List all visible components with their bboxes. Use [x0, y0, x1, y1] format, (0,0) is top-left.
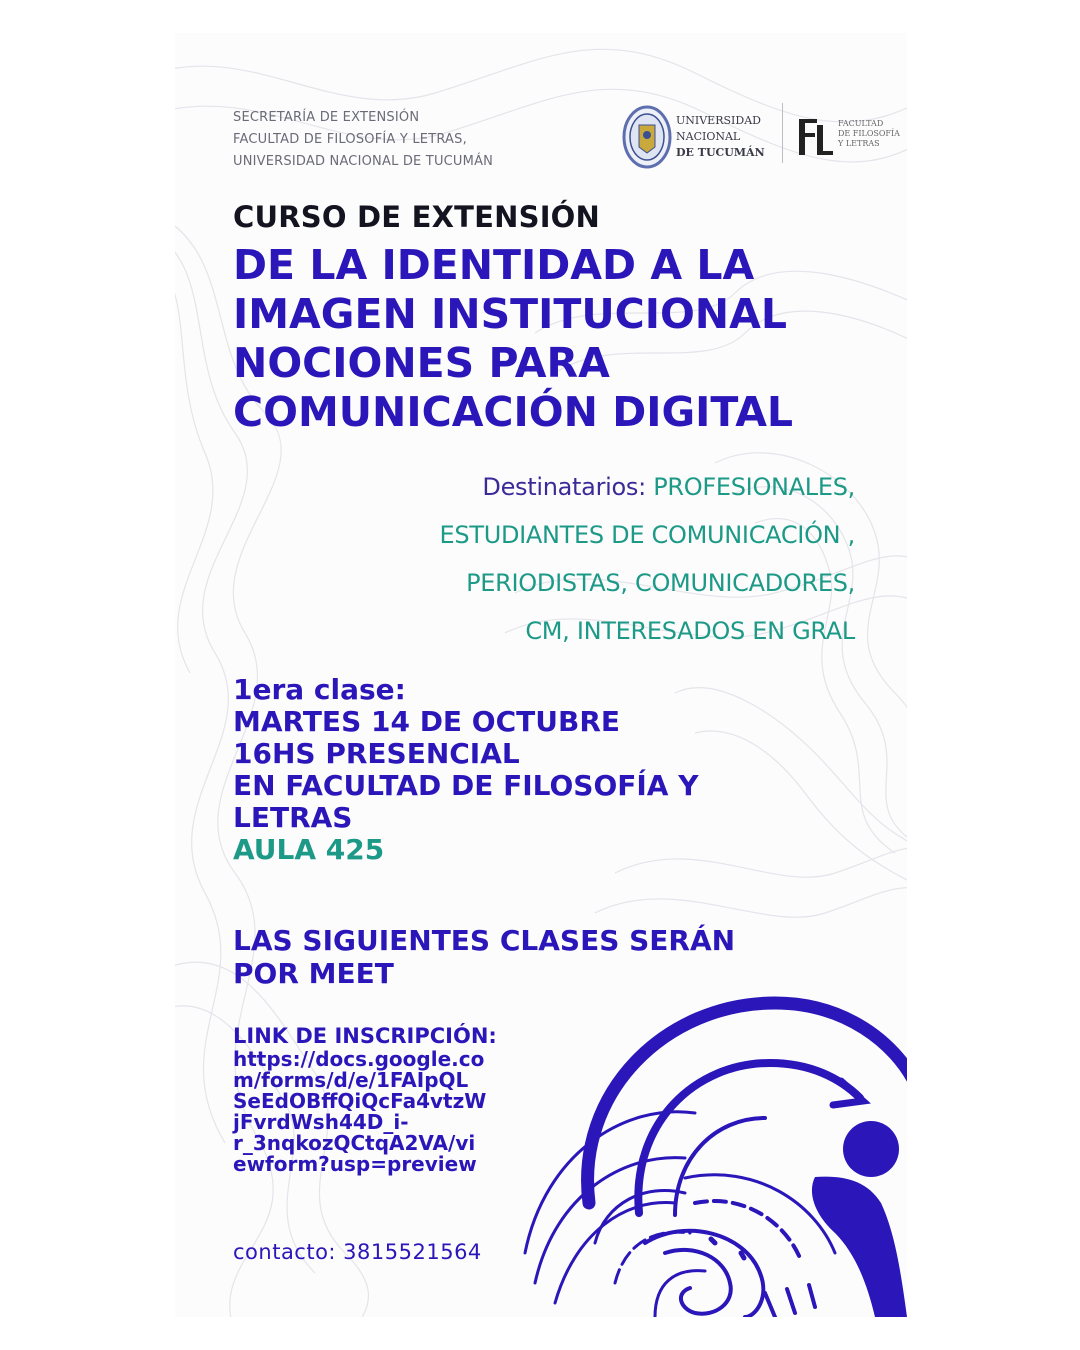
header-organization-lines: SECRETARÍA DE EXTENSIÓN FACULTAD DE FILOSOFÍA Y LETRAS, UNIVERSIDAD NACIONAL DE TUCUMÁN: [233, 110, 494, 169]
unt-seal-icon: [622, 105, 672, 169]
first-class-block: [233, 674, 699, 866]
audience-block: [440, 463, 855, 655]
contact-phone: contacto: 3815521564: [233, 1240, 482, 1264]
fingerprint-arrow-icon: [515, 953, 907, 1317]
audience-rest: ESTUDIANTES DE COMUNICACIÓN , PERIODISTAS, COMUNICADORES, CM, INTERESADOS EN GRAL: [439, 521, 855, 645]
ffyl-logo-text: FACULTAD DE FILOSOFÍA Y LETRAS: [838, 119, 900, 148]
following-classes-note: LAS SIGUIENTES CLASES SERÁN POR MEET: [233, 924, 736, 990]
registration-link[interactable]: https://docs.google.co m/forms/d/e/1FAIpQL SeEdOBffQiQcFa4vtzW jFvrdWsh44D_i- r_3nqkozQCtqA2VA/vi ewform?usp=preview: [233, 1047, 487, 1176]
audience-label: Destinatarios:: [482, 473, 654, 501]
audience-first: PROFESIONALES,: [653, 473, 855, 501]
ffyl-logo-icon: [795, 115, 835, 159]
registration-label: LINK DE INSCRIPCIÓN:: [233, 1024, 497, 1048]
course-kicker: CURSO DE EXTENSIÓN: [233, 200, 601, 234]
course-title: DE LA IDENTIDAD A LA IMAGEN INSTITUCIONAL NOCIONES PARA COMUNICACIÓN DIGITAL: [233, 241, 794, 436]
first-class-room: AULA 425: [233, 833, 385, 866]
unt-logo-text: UNIVERSIDAD NACIONAL DE TUCUMÁN: [676, 114, 765, 159]
poster: [175, 33, 907, 1317]
logo-divider: [782, 103, 783, 163]
first-class-details: 1era clase: MARTES 14 DE OCTUBRE 16HS PRESENCIAL EN FACULTAD DE FILOSOFÍA Y LETRAS: [233, 673, 699, 834]
